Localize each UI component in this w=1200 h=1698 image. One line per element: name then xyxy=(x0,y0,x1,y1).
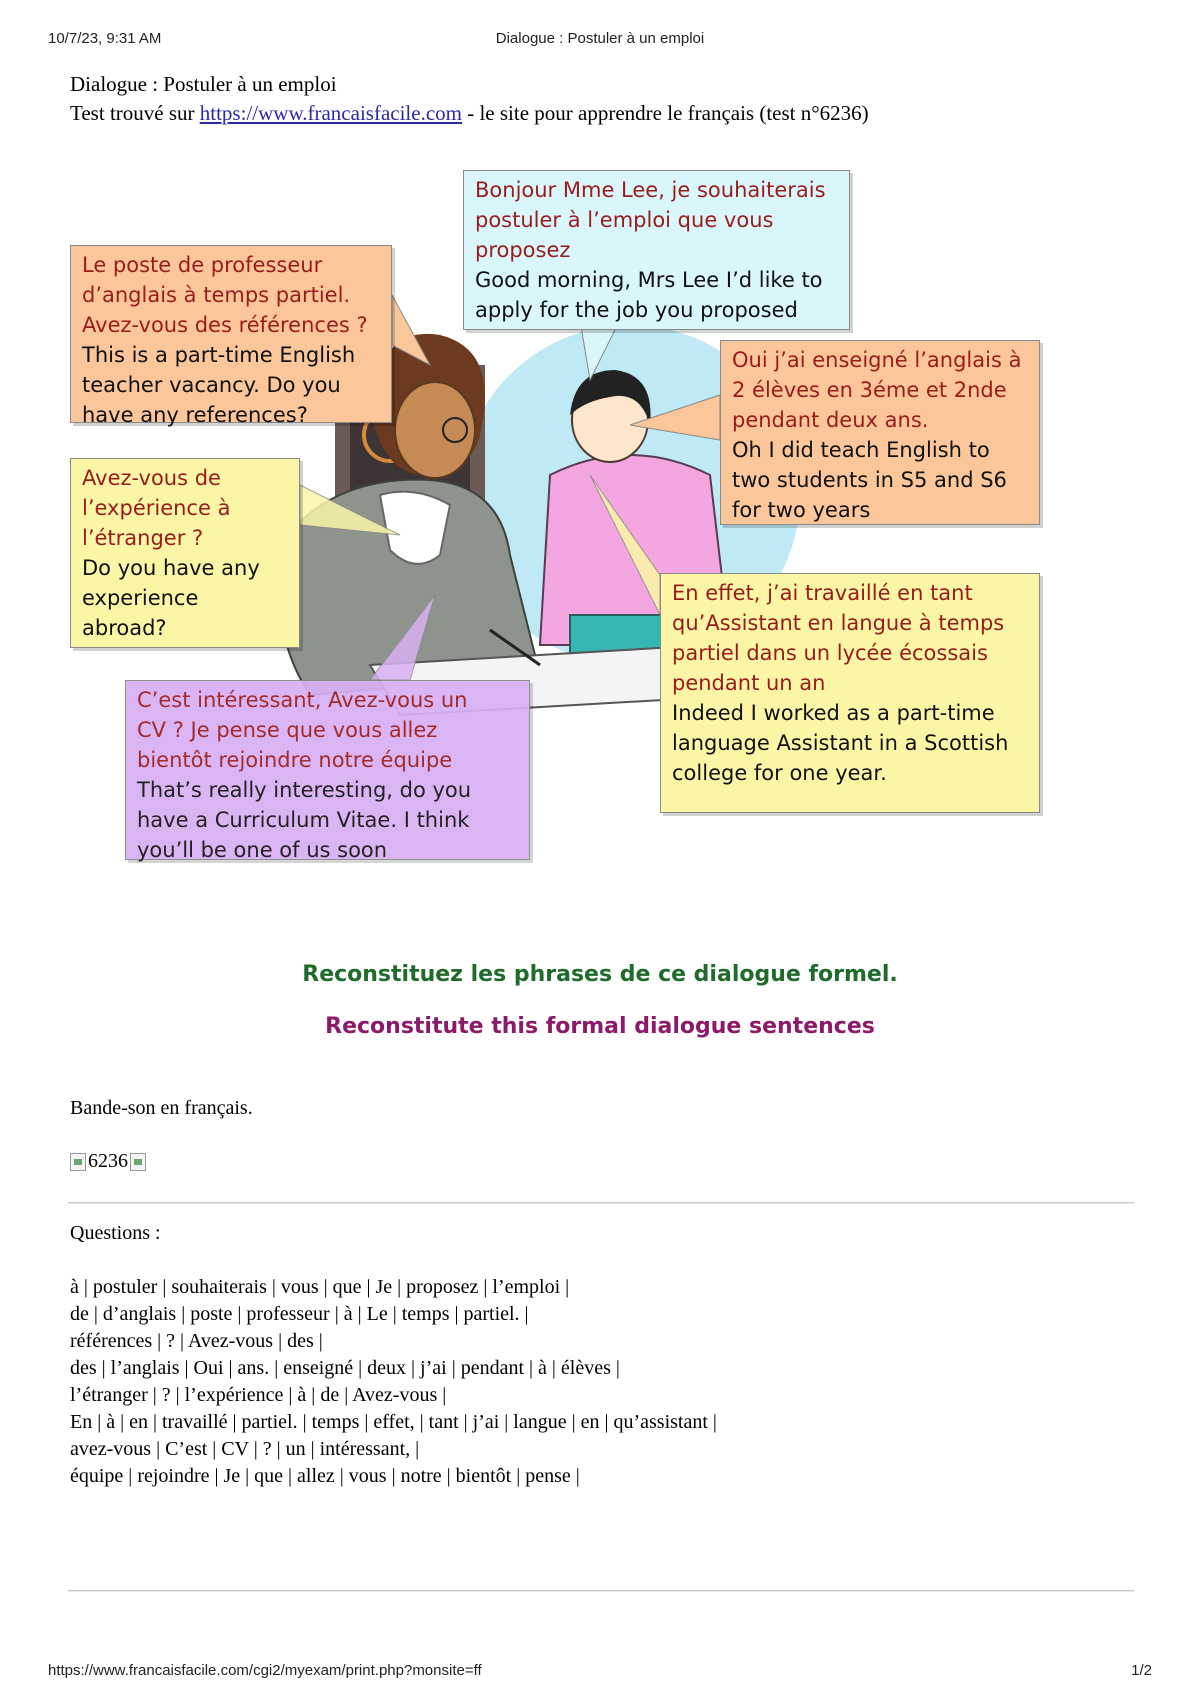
print-page-number: 1/2 xyxy=(1131,1662,1152,1679)
bubble-english: Indeed I worked as a part-time language Assistant in a Scottish college for one year. xyxy=(672,701,1009,785)
document-title-block xyxy=(70,70,869,128)
audio-label: Bande-son en français. xyxy=(70,1097,253,1119)
question-line: équipe | rejoindre | Je | que | allez | vous | notre | bientôt | pense | xyxy=(70,1465,580,1487)
questions-heading: Questions : xyxy=(70,1222,161,1244)
bubble-english: Do you have any experience abroad? xyxy=(82,556,260,640)
question-line: En | à | en | travaillé | partiel. | temps | effet, | tant | j’ai | langue | en | qu’assistant | xyxy=(70,1411,717,1433)
broken-image-icon xyxy=(130,1153,146,1171)
print-page-title: Dialogue : Postuler à un emploi xyxy=(495,30,705,47)
source-line xyxy=(70,99,869,128)
question-line: avez-vous | C’est | CV | ? | un | intéressant, | xyxy=(70,1438,420,1460)
bubble-assistant xyxy=(660,573,1040,813)
bubble-cv xyxy=(125,680,530,860)
bubble-french: Avez-vous de l’expérience à l’étranger ? xyxy=(82,466,231,550)
source-link[interactable]: https://www.francaisfacile.com xyxy=(199,101,462,125)
teacher-face xyxy=(395,382,475,478)
instruction-english: Reconstitute this formal dialogue sentences xyxy=(325,1014,875,1039)
divider-top xyxy=(68,1202,1134,1204)
print-footer-url: https://www.francaisfacile.com/cgi2/myexam/print.php?monsite=ff xyxy=(48,1662,482,1679)
bubble-french: C’est intéressant, Avez-vous un CV ? Je pense que vous allez bientôt rejoindre notre équipe xyxy=(137,688,468,772)
bubble-french: Oui j’ai enseigné l’anglais à 2 élèves en 3éme et 2nde pendant deux ans. xyxy=(732,348,1022,432)
bubble-english: That’s really interesting, do you have a Curriculum Vitae. I think you’ll be one of us soon xyxy=(137,778,472,862)
bubble-english: This is a part-time English teacher vacancy. Do you have any references? xyxy=(82,343,356,427)
instruction-french: Reconstituez les phrases de ce dialogue formel. xyxy=(302,962,898,987)
divider-bottom xyxy=(68,1590,1134,1592)
audio-image-alt: 6236 xyxy=(88,1150,128,1172)
broken-image-icon xyxy=(70,1153,86,1171)
source-suffix: - le site pour apprendre le français (test n°6236) xyxy=(461,101,869,125)
bubble-post xyxy=(70,245,392,427)
bubble-english: Good morning, Mrs Lee I’d like to apply for the job you proposed xyxy=(475,268,823,322)
bubble-candidate-intro xyxy=(463,170,850,330)
print-datetime: 10/7/23, 9:31 AM xyxy=(48,30,162,47)
bubble-taught xyxy=(720,340,1040,525)
question-line: de | d’anglais | poste | professeur | à | Le | temps | partiel. | xyxy=(70,1303,529,1325)
bubble-english: Oh I did teach English to two students in S5 and S6 for two years xyxy=(732,438,1007,522)
document-title: Dialogue : Postuler à un emploi xyxy=(70,72,337,96)
bubble-french: Le poste de professeur d’anglais à temps partiel. Avez-vous des références ? xyxy=(82,253,368,337)
question-line: références | ? | Avez-vous | des | xyxy=(70,1330,323,1352)
audio-player-placeholder[interactable] xyxy=(70,1150,146,1173)
bubble-french: Bonjour Mme Lee, je souhaiterais postuler à l’emploi que vous proposez xyxy=(475,178,826,262)
dialogue-illustration xyxy=(70,175,1130,945)
bubble-french: En effet, j’ai travaillé en tant qu’Assistant en langue à temps partiel dans un lycée écossais pendant un an xyxy=(672,581,1005,695)
question-line: des | l’anglais | Oui | ans. | enseigné | deux | j’ai | pendant | à | élèves | xyxy=(70,1357,620,1379)
question-line: à | postuler | souhaiterais | vous | que | Je | proposez | l’emploi | xyxy=(70,1276,570,1298)
question-line: l’étranger | ? | l’expérience | à | de | Avez-vous | xyxy=(70,1384,447,1406)
bubble-abroad xyxy=(70,458,300,648)
source-prefix: Test trouvé sur xyxy=(70,101,200,125)
questions-list xyxy=(70,1274,717,1490)
